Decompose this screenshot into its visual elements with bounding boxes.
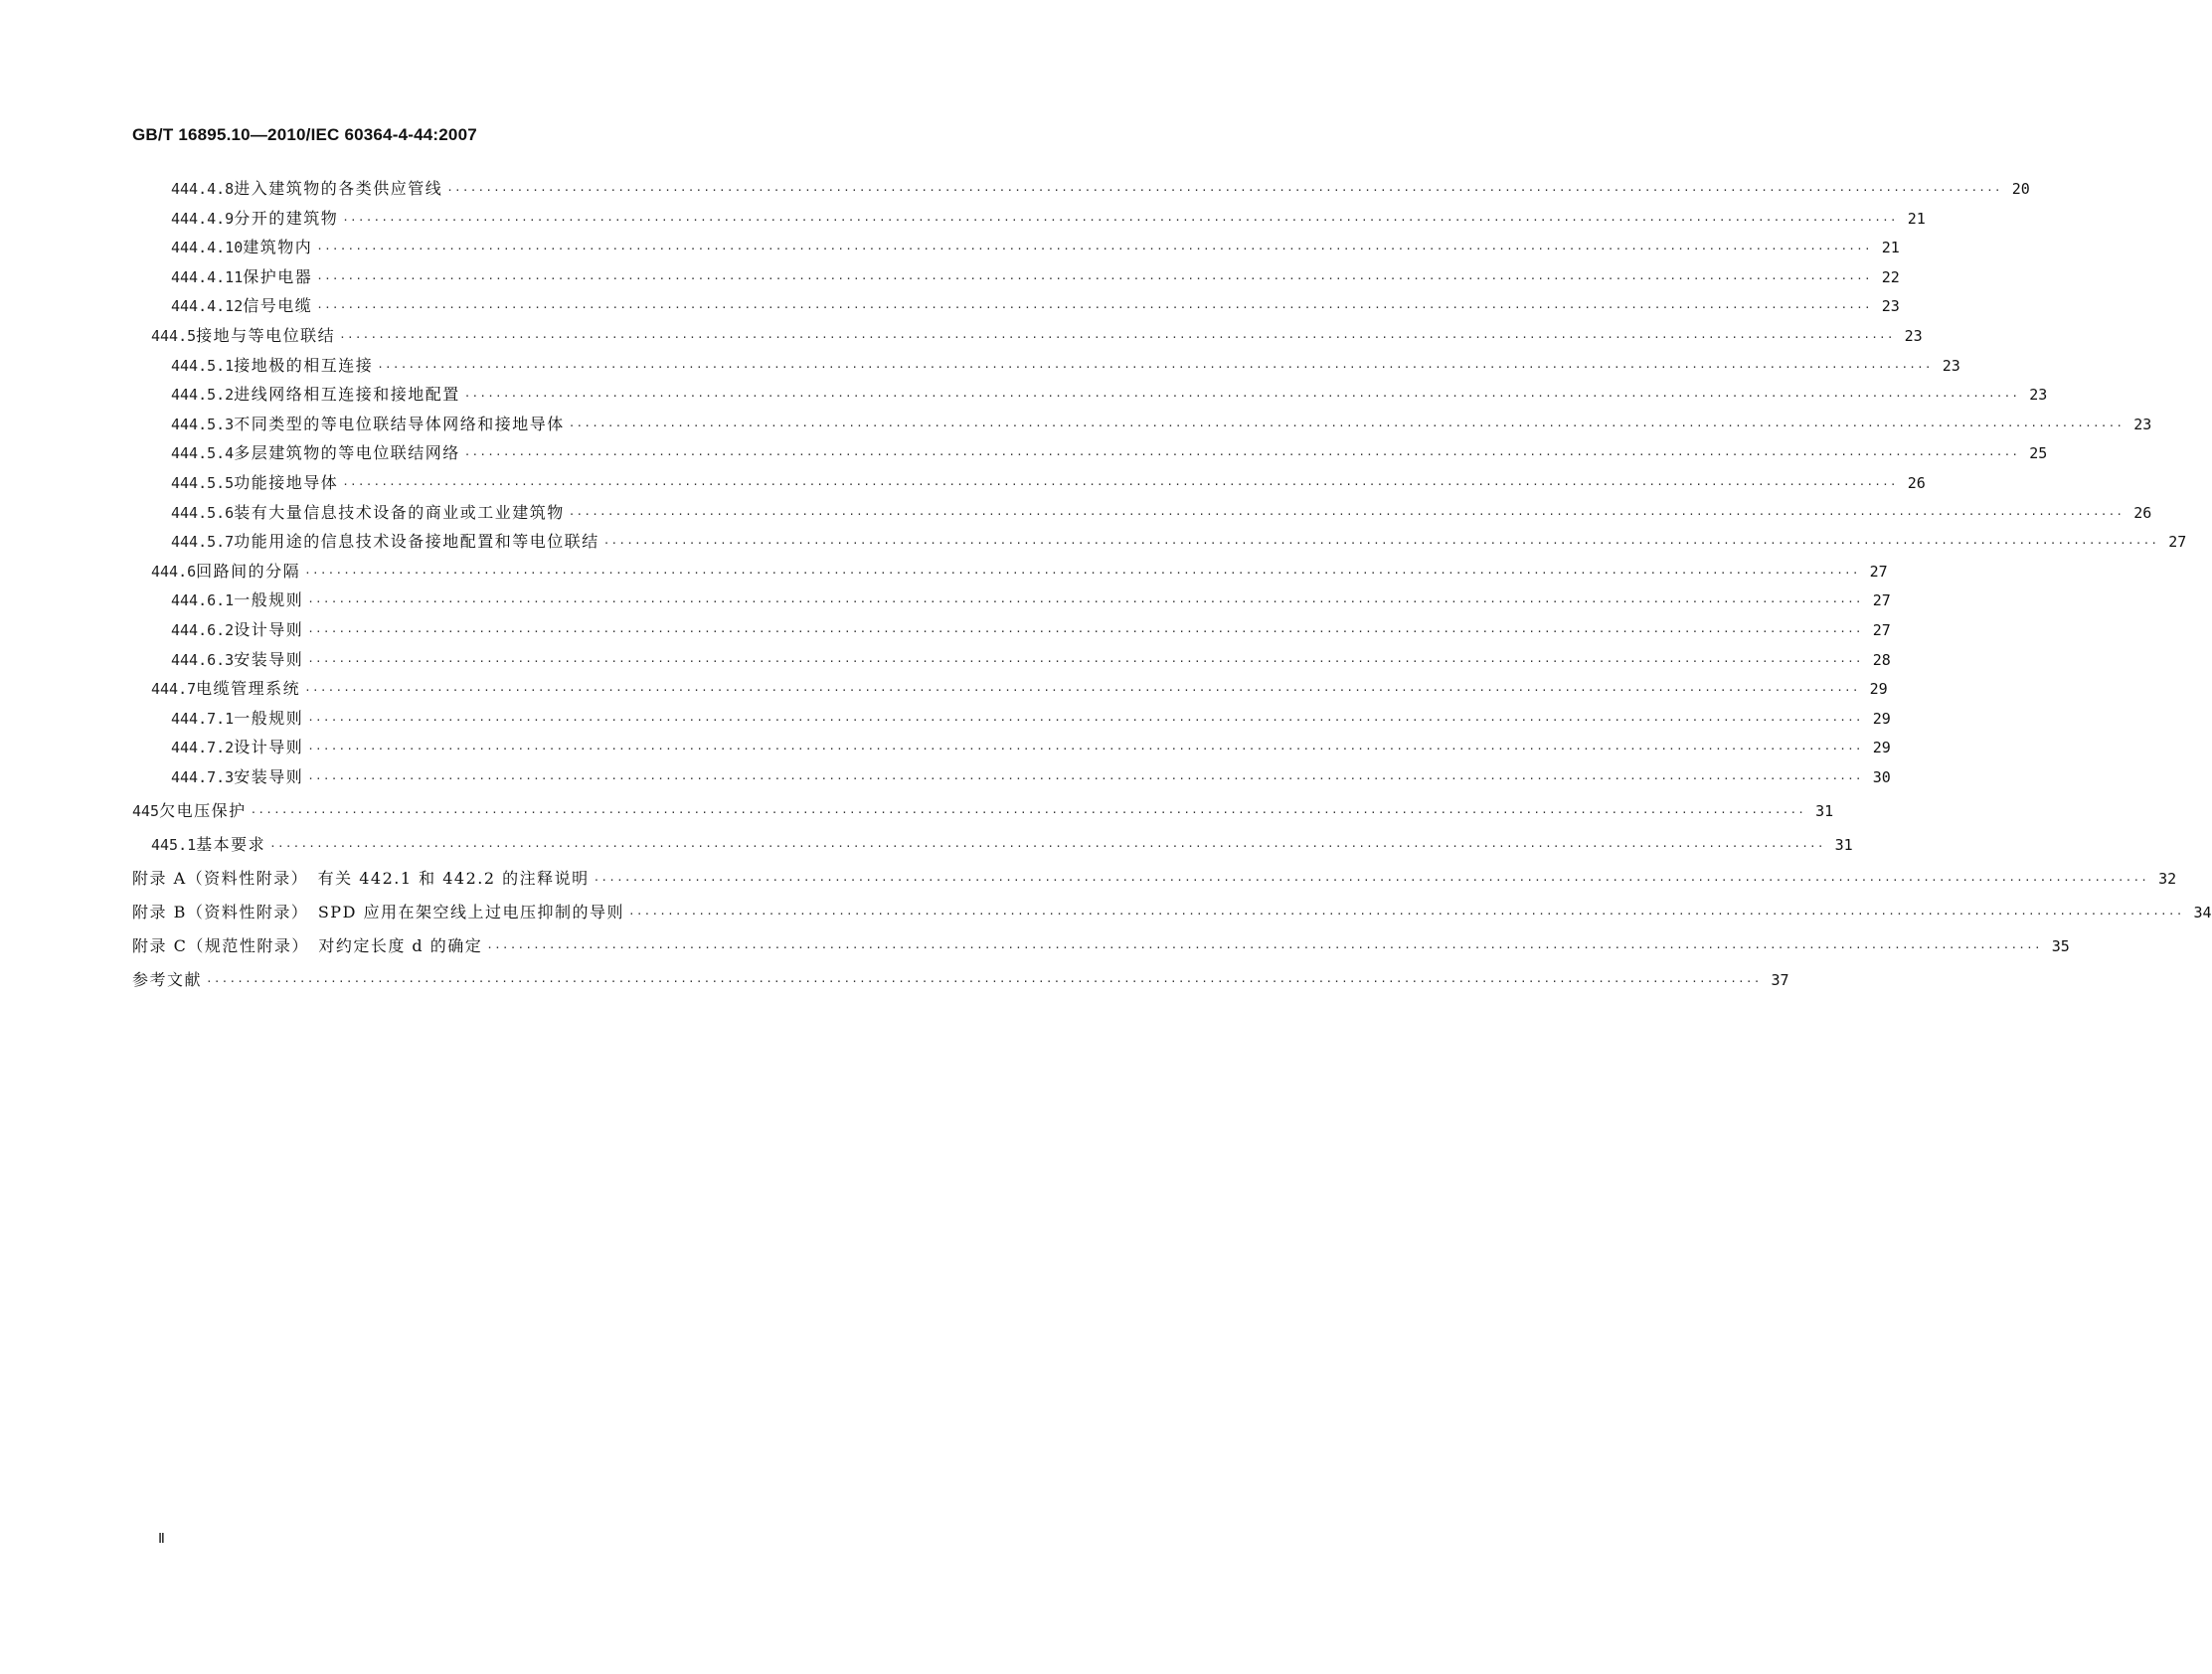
dot-leader: ········································································································································································································ (206, 975, 1762, 988)
toc-entry-number: 444.6 (151, 562, 197, 581)
toc-entry[interactable] (0, 235, 1900, 260)
dot-leader: ········································································································································································································ (307, 713, 1863, 727)
toc-entry-number: 444.6.3 (171, 650, 235, 669)
toc-entry-page: 20 (2011, 180, 2030, 198)
toc-entry-title: 信号电缆 (243, 296, 313, 316)
toc-entry-title: 保护电器 (243, 266, 313, 286)
dot-leader: ········································································································································································································ (446, 184, 2002, 197)
toc-entry-page: 26 (2133, 503, 2152, 522)
toc-entry-number: 445 (132, 802, 160, 820)
toc-entry[interactable] (0, 440, 2048, 466)
toc-entry[interactable] (0, 293, 1900, 319)
toc-entry-title: 进入建筑物的各类供应管线 (234, 179, 443, 198)
toc-entry[interactable] (0, 866, 2177, 892)
toc-entry[interactable] (0, 323, 1923, 349)
toc-entry[interactable] (0, 900, 2212, 925)
toc-entry[interactable] (0, 798, 1834, 824)
toc-entry-number: 444.6.1 (171, 591, 235, 610)
toc-entry-title: 参考文献 (132, 970, 203, 989)
toc-entry[interactable] (0, 735, 1891, 760)
toc-entry-number: 444.7 (151, 680, 197, 699)
toc-entry-title: 功能用途的信息技术设备接地配置和等电位联结 (234, 532, 599, 552)
toc-entry-title: 装有大量信息技术设备的商业或工业建筑物 (234, 502, 565, 522)
toc-entry-page: 21 (1881, 239, 1900, 257)
toc-entry-page: 34 (2193, 904, 2212, 921)
toc-entry-number: 444.6.2 (171, 621, 235, 639)
toc-entry-title: 多层建筑物的等电位联结网络 (234, 443, 460, 463)
dot-leader: ········································································································································································································ (316, 271, 1872, 285)
page-number: Ⅱ (158, 1532, 165, 1547)
toc-entry-page: 31 (1815, 802, 1834, 820)
toc-entry[interactable] (0, 412, 2152, 437)
toc-entry-page: 30 (1872, 768, 1891, 786)
toc-entry-title: 进线网络相互连接和接地配置 (234, 385, 460, 405)
toc-entry[interactable] (0, 353, 1960, 379)
dot-leader: ········································································································································································································ (342, 478, 1898, 491)
toc-entry[interactable] (0, 706, 1891, 732)
dot-leader: ········································································································································································································ (307, 743, 1863, 756)
toc-entry-page: 23 (2133, 415, 2152, 433)
toc-entry-title: 功能接地导体 (234, 473, 339, 492)
toc-entry-title: 接地与等电位联结 (196, 326, 336, 345)
toc-entry-page: 23 (1904, 327, 1923, 345)
toc-entry[interactable] (0, 470, 1926, 496)
toc-entry-page: 29 (1872, 739, 1891, 757)
toc-entry-page: 31 (1834, 836, 1853, 854)
toc-entry-page: 27 (2168, 533, 2187, 552)
toc-entry-number: 445.1 (151, 836, 197, 854)
toc-entry-title: 基本要求 (196, 835, 266, 854)
toc-entry-title: 分开的建筑物 (234, 208, 339, 228)
dot-leader: ········································································································································································································ (463, 390, 2020, 404)
dot-leader: ········································································································································································································ (602, 537, 2159, 551)
dot-leader: ········································································································································································································ (316, 301, 1872, 315)
toc-entry-page: 29 (1869, 680, 1888, 699)
dot-leader: ········································································································································································································ (628, 908, 2184, 921)
toc-entry-title: 安装导则 (234, 649, 304, 669)
toc-entry-title: 回路间的分隔 (196, 561, 301, 581)
toc-entry-page: 23 (1881, 297, 1900, 316)
toc-entry[interactable] (0, 176, 2030, 202)
toc-entry-title: 电缆管理系统 (196, 679, 301, 699)
toc-entry-page: 28 (1872, 650, 1891, 669)
toc-entry-page: 27 (1872, 591, 1891, 610)
toc-entry[interactable] (0, 617, 1891, 643)
toc-entry-number: 444.5.1 (171, 356, 235, 375)
toc-entry-number: 444.4.11 (171, 267, 244, 286)
toc-entry[interactable] (0, 382, 2048, 408)
toc-entry-page: 27 (1872, 621, 1891, 639)
dot-leader: ········································································································································································································ (304, 684, 1860, 698)
toc-entry-number: 444.4.12 (171, 297, 244, 316)
toc-entry[interactable] (0, 967, 1789, 993)
toc-entry-page: 21 (1907, 209, 1926, 228)
toc-entry-number: 444.4.10 (171, 239, 244, 257)
toc-entry-page: 32 (2158, 870, 2177, 888)
dot-leader: ········································································································································································································ (568, 418, 2125, 432)
toc-entry-number: 444.7.1 (171, 709, 235, 728)
dot-leader: ········································································································································································································ (307, 772, 1863, 785)
toc-entry-title: 一般规则 (234, 708, 304, 728)
dot-leader: ········································································································································································································ (339, 331, 1895, 344)
toc-entry[interactable] (0, 559, 1888, 585)
toc-entry-page: 23 (2029, 386, 2048, 405)
dot-leader: ········································································································································································································ (486, 941, 2042, 954)
toc-entry-page: 22 (1881, 267, 1900, 286)
dot-leader: ········································································································································································································ (307, 625, 1863, 638)
toc-entry[interactable] (0, 676, 1888, 702)
toc-entry-number: 444.4.9 (171, 209, 235, 228)
toc-entry-title: 附录 A（资料性附录） 有关 442.1 和 442.2 的注释说明 (132, 869, 590, 888)
toc-entry-number: 444.7.2 (171, 739, 235, 757)
toc-entry[interactable] (0, 264, 1900, 290)
toc-entry-page: 23 (1942, 356, 1960, 375)
toc-entry[interactable] (0, 764, 1891, 790)
toc-entry-number: 444.5.3 (171, 415, 235, 433)
dot-leader: ········································································································································································································ (307, 654, 1863, 668)
toc-entry[interactable] (0, 500, 2152, 526)
toc-entry-title: 设计导则 (234, 620, 304, 639)
toc-entry[interactable] (0, 587, 1891, 613)
toc-entry-page: 37 (1771, 971, 1789, 989)
toc-entry-number: 444.4.8 (171, 180, 235, 198)
toc-entry-number: 444.5 (151, 327, 197, 345)
toc-entry[interactable] (0, 647, 1891, 673)
toc-entry-number: 444.5.2 (171, 386, 235, 405)
dot-leader: ········································································································································································································ (377, 360, 1933, 374)
dot-leader: ········································································································································································································ (307, 595, 1863, 609)
toc-entry[interactable] (0, 529, 2187, 555)
dot-leader: ········································································································································································································ (342, 213, 1898, 227)
toc-entry[interactable] (0, 206, 1926, 232)
toc-entry-title: 接地极的相互连接 (234, 355, 374, 375)
toc-entry-page: 26 (1907, 474, 1926, 492)
dot-leader: ········································································································································································································ (250, 806, 1806, 819)
toc-entry-title: 设计导则 (234, 738, 304, 757)
dot-leader: ········································································································································································································ (316, 243, 1872, 256)
toc-entry-number: 444.7.3 (171, 768, 235, 786)
toc-entry-number: 444.5.6 (171, 503, 235, 522)
dot-leader: ········································································································································································································ (463, 448, 2020, 462)
toc-entry-title: 附录 C（规范性附录） 对约定长度 d 的确定 (132, 936, 483, 955)
toc-entry-title: 建筑物内 (243, 238, 313, 257)
dot-leader: ········································································································································································································ (568, 507, 2125, 521)
toc-entry[interactable] (0, 832, 1853, 858)
toc-entry-title: 欠电压保护 (159, 801, 247, 820)
dot-leader: ········································································································································································································ (593, 874, 2149, 887)
toc-entry-number: 444.5.4 (171, 444, 235, 463)
toc-entry-number: 444.5.7 (171, 533, 235, 552)
toc-entry-title: 安装导则 (234, 767, 304, 786)
document-header: GB/T 16895.10—2010/IEC 60364-4-44:2007 (132, 125, 477, 144)
toc-entry-page: 25 (2029, 444, 2048, 463)
toc-entry-title: 一般规则 (234, 590, 304, 610)
toc-entry-page: 29 (1872, 709, 1891, 728)
dot-leader: ········································································································································································································ (304, 566, 1860, 580)
toc-entry-number: 444.5.5 (171, 474, 235, 492)
toc-entry-page: 35 (2051, 937, 2070, 955)
toc-entry-title: 不同类型的等电位联结导体网络和接地导体 (234, 414, 565, 433)
toc-entry-page: 27 (1869, 562, 1888, 581)
dot-leader: ········································································································································································································ (269, 840, 1825, 853)
toc-entry[interactable] (0, 933, 2070, 959)
toc-entry-title: 附录 B（资料性附录） SPD 应用在架空线上过电压抑制的导则 (132, 903, 624, 921)
